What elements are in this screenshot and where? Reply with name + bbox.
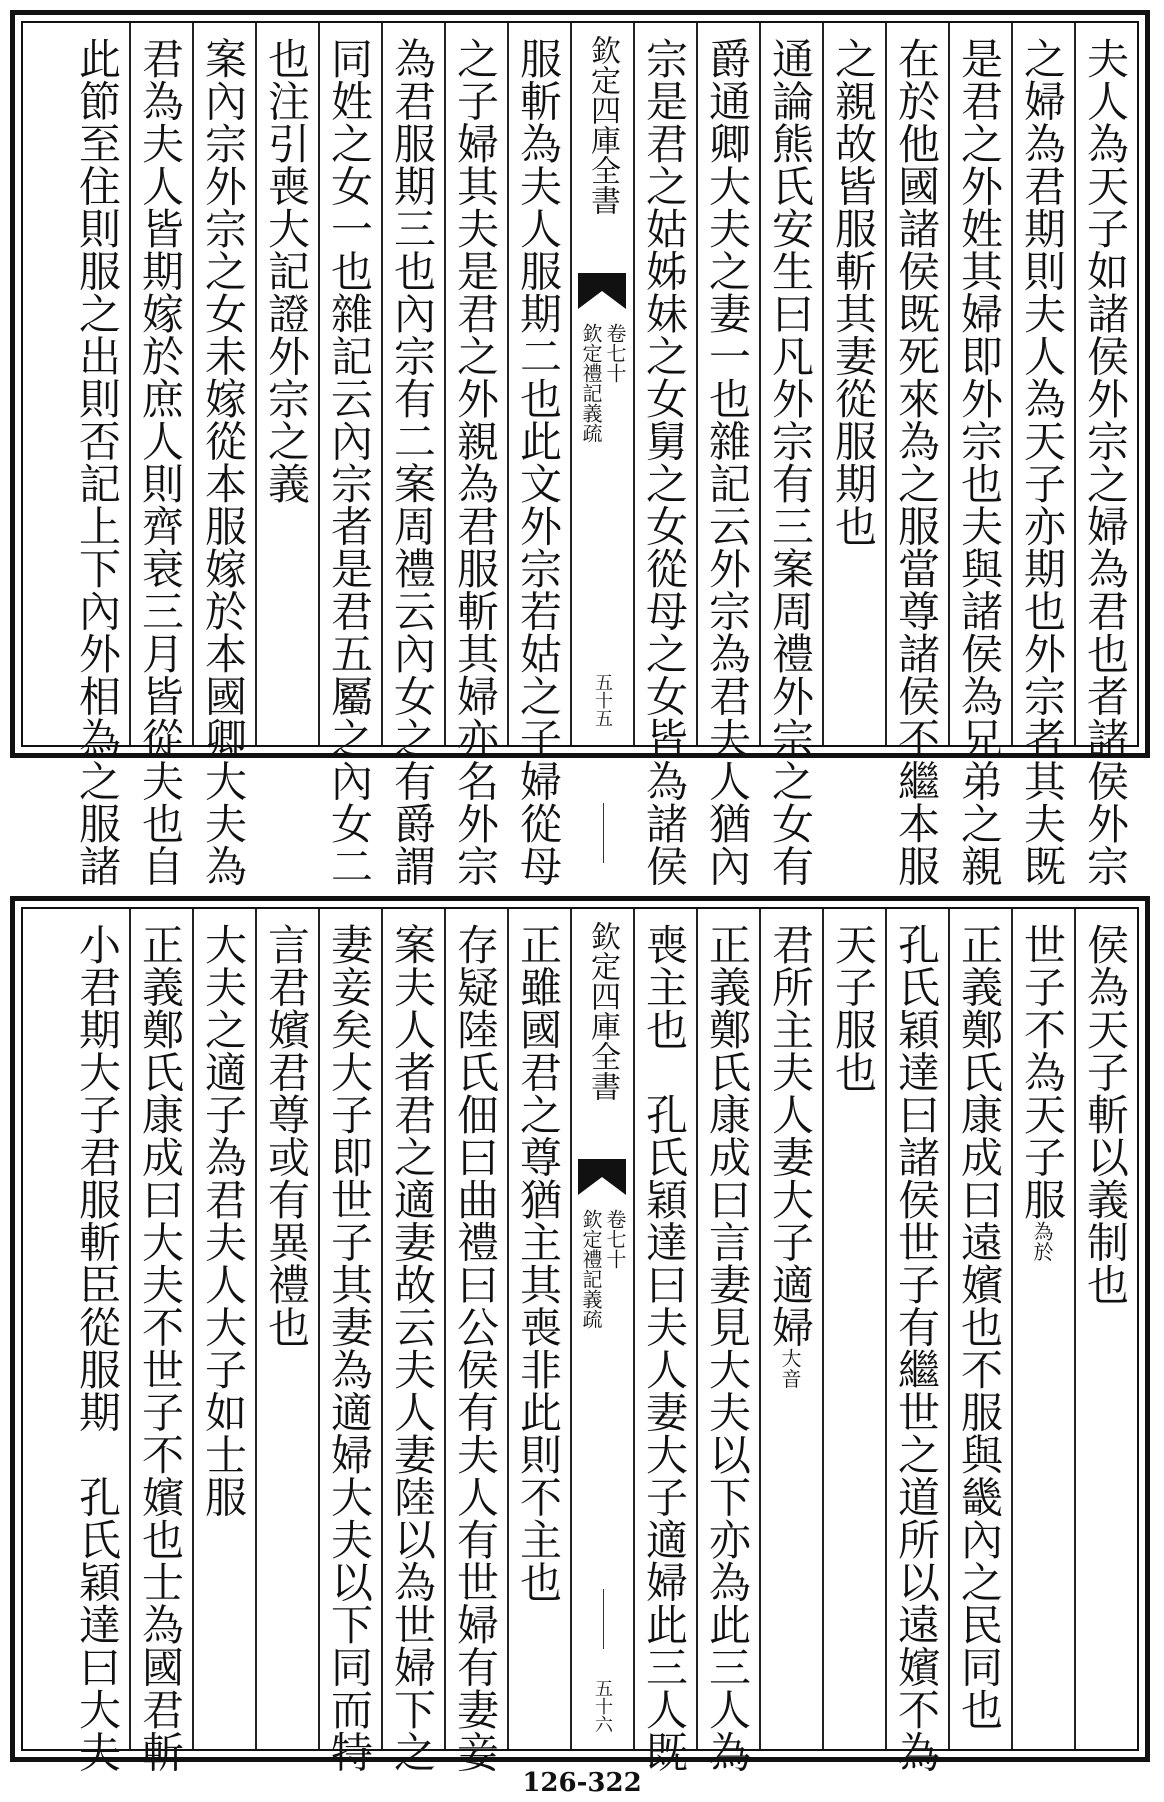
- column-text: 大夫之適子為君夫人大子如士服: [199, 923, 248, 1518]
- column-text: 正義鄭氏康成曰大夫不世子不嬪也士為國君斬: [136, 923, 185, 1773]
- text-column: [444, 23, 507, 887]
- text-column: [1074, 23, 1137, 887]
- book-title: 欽定禮記義疏: [579, 323, 603, 443]
- text-column: [381, 23, 444, 887]
- text-column: [66, 23, 129, 887]
- column-text: 孔氏穎達曰諸侯世子有繼世之道所以遠嬪不為: [892, 923, 941, 1773]
- text-column: [66, 909, 129, 1773]
- text-column: [1011, 909, 1074, 1749]
- column-text: 案內宗外宗之女未嫁從本服嫁於本國卿大夫為: [199, 37, 248, 887]
- column-text: 通論熊氏安生曰凡外宗有三案周禮外宗之女有: [766, 37, 815, 887]
- column-text: 言君嬪君尊或有異禮也: [262, 923, 311, 1348]
- text-column: [696, 23, 759, 887]
- column-text: 也注引喪大記證外宗之義: [262, 37, 311, 505]
- column-text: 在於他國諸侯既死來為之服當尊諸侯不繼本服: [892, 37, 941, 887]
- main-text: 世子不為天子服: [1018, 923, 1067, 1221]
- main-text: 君所主夫人妻大子適婦: [766, 923, 815, 1348]
- column-text: 君為夫人皆期嫁於庶人則齊衰三月皆從夫也自: [136, 37, 185, 887]
- column-text: 宗是君之姑姊妹之女舅之女從母之女皆為諸侯: [640, 37, 689, 887]
- column-text: 之親故皆服斬其妻從服期也: [829, 37, 878, 547]
- column-text: 之子婦其夫是君之外親為君服斬其婦亦名外宗: [451, 37, 500, 887]
- text-column: [444, 909, 507, 1773]
- page-number: 五十六: [592, 1679, 613, 1733]
- text-column: [192, 23, 255, 887]
- collection-title: 欽定四庫全書: [585, 921, 620, 1101]
- text-column: [507, 23, 570, 887]
- text-column: [255, 909, 318, 1749]
- column-text: 是君之外姓其婦即外宗也夫與諸侯為兄弟之親: [955, 37, 1004, 887]
- page-number: 五十五: [592, 673, 613, 727]
- text-column: [318, 23, 381, 887]
- column-text: 夫人為天子如諸侯外宗之婦為君也者諸侯外宗: [1081, 37, 1130, 887]
- bottom-page-frame: [21, 907, 1139, 1773]
- bottom-columns: [23, 909, 1137, 1773]
- column-text: 正義鄭氏康成曰遠嬪也不服與畿內之民同也: [955, 923, 1004, 1731]
- book-title: 欽定禮記義疏: [579, 1209, 603, 1329]
- top-page-frame: [21, 21, 1139, 887]
- text-column: [822, 23, 885, 745]
- text-column: [759, 23, 822, 887]
- column-text: 存疑陸氏佃曰曲禮曰公侯有夫人有世婦有妻妾: [451, 923, 500, 1773]
- text-column: [633, 909, 696, 1773]
- fold-line: [603, 1589, 604, 1649]
- column-text: 服斬為夫人服期二也此文外宗若姑之子婦從母: [514, 37, 563, 887]
- text-column: [696, 909, 759, 1773]
- bottom-page-panel: [10, 896, 1150, 1773]
- column-text: 此節至住則服之出則否記上下內外相為之服諸: [73, 37, 122, 887]
- column-text: [761, 923, 822, 1389]
- center-fold-column: [570, 909, 633, 1749]
- text-column: [885, 23, 948, 887]
- column-text: [1013, 923, 1074, 1262]
- column-text: 正義鄭氏康成曰言妻見大夫以下亦為此三人為: [703, 923, 752, 1773]
- volume-label: 卷七十: [603, 1209, 627, 1269]
- fold-line: [603, 803, 604, 863]
- text-column: [255, 23, 318, 745]
- annotation: 為於: [1030, 1220, 1054, 1262]
- column-text: 案夫人者君之適妻故云夫人妻陸以為世婦下之: [388, 923, 437, 1773]
- fish-tail-icon: [578, 1159, 626, 1195]
- text-column: [507, 909, 570, 1749]
- column-text: 小君期大子君服斬臣從服期 孔氏穎達曰大夫: [73, 923, 122, 1773]
- column-text: 之婦為君期則夫人為天子亦期也外宗者其夫既: [1018, 37, 1067, 887]
- column-text: 喪主也 孔氏穎達曰夫人妻大子適婦此三人既: [640, 923, 689, 1773]
- center-fold-column: [570, 23, 633, 745]
- text-column: [192, 909, 255, 1749]
- collection-title: 欽定四庫全書: [585, 35, 620, 215]
- volume-label: 卷七十: [603, 323, 627, 383]
- text-column: [948, 23, 1011, 887]
- text-column: [948, 909, 1011, 1749]
- annotation: 大音: [778, 1348, 802, 1389]
- top-columns: [23, 23, 1137, 887]
- text-column: [129, 909, 192, 1773]
- fish-tail-icon: [578, 273, 626, 309]
- column-text: 同姓之女一也雜記云內宗者是君五屬之內女二: [325, 37, 374, 887]
- column-text: 爵通卿大夫之妻一也雜記云外宗為君夫人猶內: [703, 37, 752, 887]
- text-column: [1074, 909, 1137, 1749]
- column-text: 妻妾矣大子即世子其妻為適婦大夫以下同而特: [325, 923, 374, 1773]
- column-text: 為君服期三也內宗有二案周禮云內女之有爵謂: [388, 37, 437, 887]
- text-column: [759, 909, 822, 1749]
- text-column: [318, 909, 381, 1773]
- top-page-panel: [10, 10, 1150, 887]
- text-column: [822, 909, 885, 1749]
- column-text: 侯為天子斬以義制也: [1081, 923, 1130, 1306]
- text-column: [381, 909, 444, 1773]
- column-text: 正雖國君之尊猶主其喪非此則不主也: [514, 923, 563, 1603]
- page-footer-number: 126-322: [522, 1768, 642, 1798]
- text-column: [129, 23, 192, 887]
- column-text: 天子服也: [829, 923, 878, 1093]
- text-column: [885, 909, 948, 1773]
- text-column: [1011, 23, 1074, 887]
- text-column: [633, 23, 696, 887]
